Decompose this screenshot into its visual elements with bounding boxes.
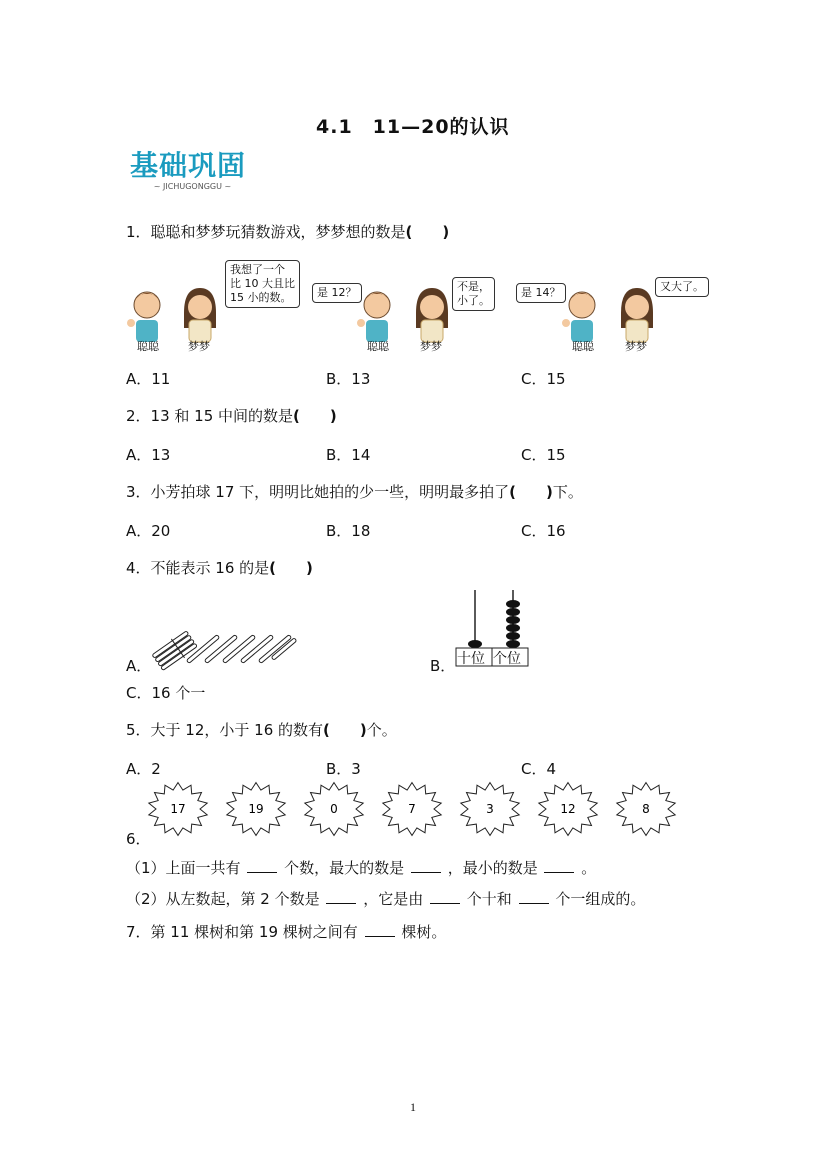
option-c[interactable]: C．15 [521,370,566,388]
page-number: 1 [410,1100,416,1114]
answer-blank[interactable] [326,889,356,904]
answer-blank[interactable] [411,858,441,873]
starburst-icon [614,780,678,838]
girl-name: 梦梦 [420,340,442,353]
guessing-scenes [120,255,720,355]
answer-blank[interactable] [430,889,460,904]
burst-number: 7 [408,802,416,816]
question-3-tail: 下。 [552,483,583,501]
question-5-text: 5．大于 12，小于 16 的数有 [126,721,324,739]
option-a[interactable]: A．13 [126,446,171,464]
section-badge [130,150,275,195]
page-title: 4.1 11—20的认识 [316,116,510,138]
burst-number: 3 [486,802,494,816]
burst-number: 12 [560,802,576,816]
sub-2-text-a: （2）从左数起，第 2 个数是 [126,890,320,908]
question-7-text-a: 7．第 11 棵树和第 19 棵树之间有 [126,923,358,941]
option-c[interactable]: C．16 [521,522,566,540]
sub-1-text-c: ，最小的数是 [447,859,538,877]
burst-number: 17 [170,802,186,816]
option-b[interactable]: B．18 [326,522,371,540]
speech-bubble [516,283,566,303]
question-4-text: 4．不能表示 16 的是 [126,559,270,577]
starburst-icon [458,780,522,838]
option-a[interactable]: A．2 [126,760,161,778]
burst-number: 0 [330,802,338,816]
burst-number: 8 [642,802,650,816]
option-c[interactable]: C．16 个一 [126,684,206,702]
burst-number: 19 [248,802,264,816]
question-6-sub-1 [126,857,596,878]
number-bursts [146,780,706,840]
sub-2-text-c: 个十和 [466,890,512,908]
option-c[interactable]: C．4 [521,760,557,778]
starburst-icon [302,780,366,838]
speech-bubble [225,260,300,308]
answer-paren[interactable]: ( ) [293,407,337,425]
answer-paren[interactable]: ( ) [269,559,313,577]
answer-blank[interactable] [519,889,549,904]
bubble-line: 比 10 大且比 [230,277,295,290]
option-b[interactable]: B．14 [326,446,371,464]
bubble-line: 是 12？ [317,286,357,299]
answer-blank[interactable] [365,922,395,937]
answer-paren[interactable]: ( ) [405,223,450,241]
bubble-line: 15 小的数。 [230,291,292,304]
section-badge-sub: ~ JICHUGONGGU ~ [153,182,232,191]
answer-paren[interactable]: ( ) [323,721,367,739]
bubble-line: 又大了。 [660,280,704,293]
option-a[interactable]: A．20 [126,522,171,540]
question-1-text: 1．聪聪和梦梦玩猜数游戏，梦梦想的数是 [126,223,406,241]
question-4 [126,557,313,578]
option-b[interactable]: B． [430,657,456,675]
sub-2-text-d: 个一组成的。 [555,890,646,908]
abacus-ones-label: 个位 [493,651,521,667]
question-5-tail: 个。 [366,721,397,739]
starburst-icon [224,780,288,838]
bubble-line: 小了。 [457,294,490,307]
question-6-label: 6． [126,830,151,848]
sub-1-text-d: 。 [581,859,597,877]
question-5 [126,719,397,740]
bubble-line: 是 14？ [521,286,561,299]
speech-bubble [655,277,709,297]
starburst-icon [146,780,210,838]
boy-name: 聪聪 [137,340,159,353]
sticks-bundle-icon [148,620,298,670]
question-2 [126,405,337,426]
section-badge-main: 基础巩固 [130,149,247,182]
girl-name: 梦梦 [188,340,210,353]
speech-bubble [452,277,495,311]
answer-blank[interactable] [247,858,277,873]
option-c[interactable]: C．15 [521,446,566,464]
sub-1-text-b: 个数，最大的数是 [284,859,405,877]
boy-name: 聪聪 [572,340,594,353]
abacus-tens-label: 十位 [457,651,485,667]
girl-name: 梦梦 [625,340,647,353]
question-3-text: 3．小芳拍球 17 下，明明比她拍的少一些，明明最多拍了 [126,483,510,501]
option-a[interactable]: A．11 [126,370,171,388]
question-1 [126,221,449,242]
starburst-icon [380,780,444,838]
boy-name: 聪聪 [367,340,389,353]
bubble-line: 我想了一个 [230,263,285,276]
sub-1-text-a: （1）上面一共有 [126,859,241,877]
question-7-text-b: 棵树。 [401,923,447,941]
option-a[interactable]: A． [126,657,152,675]
question-3 [126,481,583,502]
question-7 [126,921,446,942]
question-6-sub-2 [126,888,645,909]
answer-blank[interactable] [544,858,574,873]
bubble-line: 不是， [457,280,490,293]
sub-2-text-b: ，它是由 [363,890,424,908]
starburst-icon [536,780,600,838]
option-b[interactable]: B．3 [326,760,361,778]
option-b[interactable]: B．13 [326,370,371,388]
answer-paren[interactable]: ( ) [509,483,553,501]
question-2-text: 2．13 和 15 中间的数是 [126,407,294,425]
